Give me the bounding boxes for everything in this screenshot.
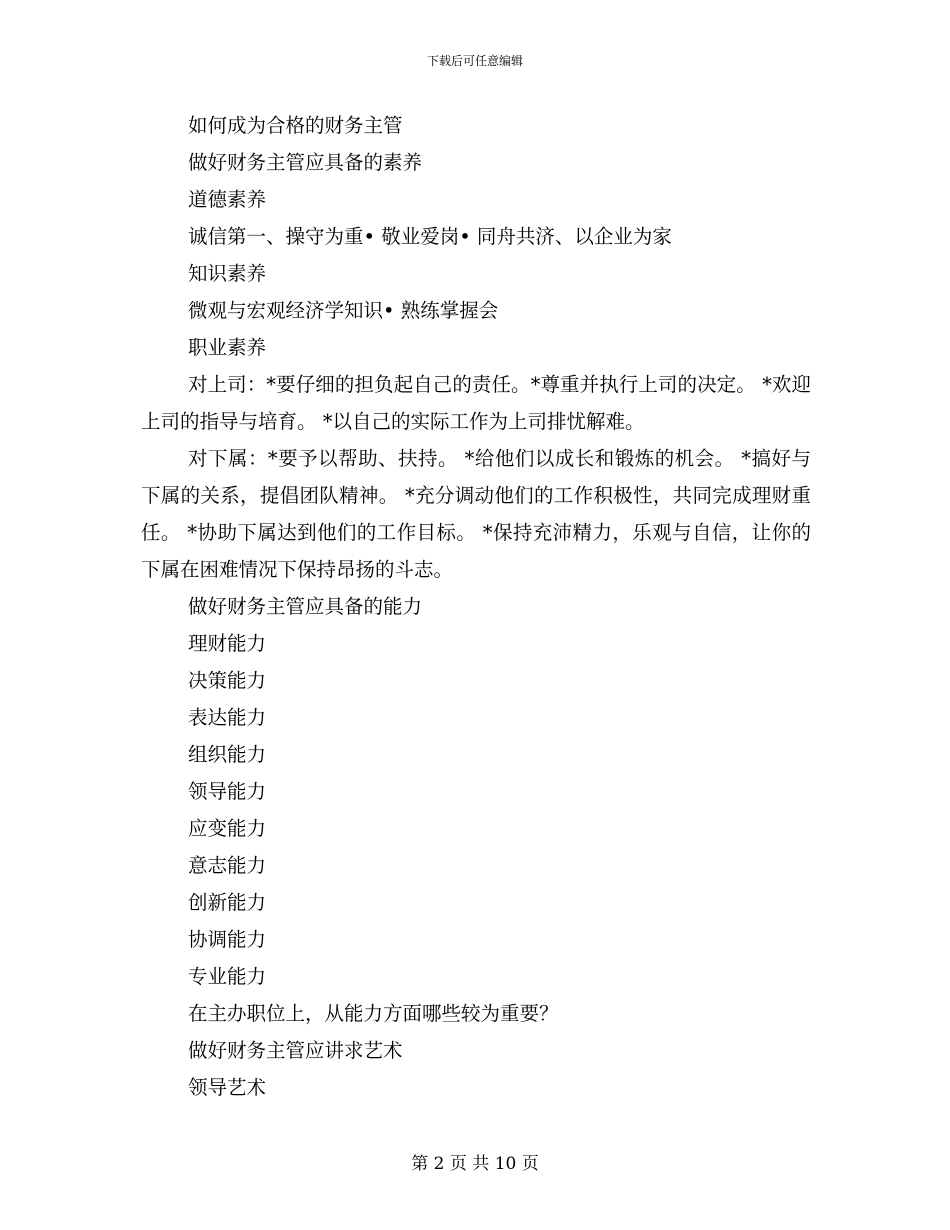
doc-title: 如何成为合格的财务主管 xyxy=(188,114,403,137)
subheading-knowledge: 知识素养 xyxy=(188,262,267,285)
section-heading-art: 做好财务主管应讲求艺术 xyxy=(188,1039,403,1062)
question-line: 在主办职位上，从能力方面哪些较为重要？ xyxy=(188,1002,559,1025)
subheading-leadership-art: 领导艺术 xyxy=(188,1076,267,1099)
ability-item: 应变能力 xyxy=(188,817,267,840)
ability-item: 理财能力 xyxy=(188,632,267,655)
document-body xyxy=(141,107,811,1106)
ability-item: 决策能力 xyxy=(188,669,267,692)
ability-item: 表达能力 xyxy=(188,706,267,729)
paragraph-superior: 对上司：*要仔细的担负起自己的责任。*尊重并执行上司的决定。 *欢迎上司的指导与培育。 *以自己的实际工作为上司排忧解难。 xyxy=(141,373,811,433)
subheading-moral: 道德素养 xyxy=(188,188,267,211)
subheading-professional: 职业素养 xyxy=(188,336,267,359)
ability-item: 专业能力 xyxy=(188,965,267,988)
knowledge-items: 微观与宏观经济学知识• 熟练掌握会 xyxy=(188,299,499,322)
page-header: 下载后可任意编辑 xyxy=(426,54,523,68)
section-heading-abilities: 做好财务主管应具备的能力 xyxy=(188,595,423,618)
ability-item: 领导能力 xyxy=(188,780,267,803)
section-heading-qualities: 做好财务主管应具备的素养 xyxy=(188,151,423,174)
ability-item: 组织能力 xyxy=(188,743,267,766)
paragraph-subordinate: 对下属：*要予以帮助、扶持。 *给他们以成长和锻炼的机会。 *搞好与下属的关系，提倡团队精神。 *充分调动他们的工作积极性，共同完成理财重任。 *协助下属达到他们的工作目标。 *保持充沛精力，乐观与自信，让你的下属在困难情况下保持昂扬的斗志。 xyxy=(141,447,811,581)
ability-item: 意志能力 xyxy=(188,854,267,877)
moral-items: 诚信第一、操守为重• 敬业爱岗• 同舟共济、以企业为家 xyxy=(188,225,672,248)
ability-item: 创新能力 xyxy=(188,891,267,914)
ability-item: 协调能力 xyxy=(188,928,267,951)
page-footer: 第 2 页 共 10 页 xyxy=(411,1154,539,1174)
